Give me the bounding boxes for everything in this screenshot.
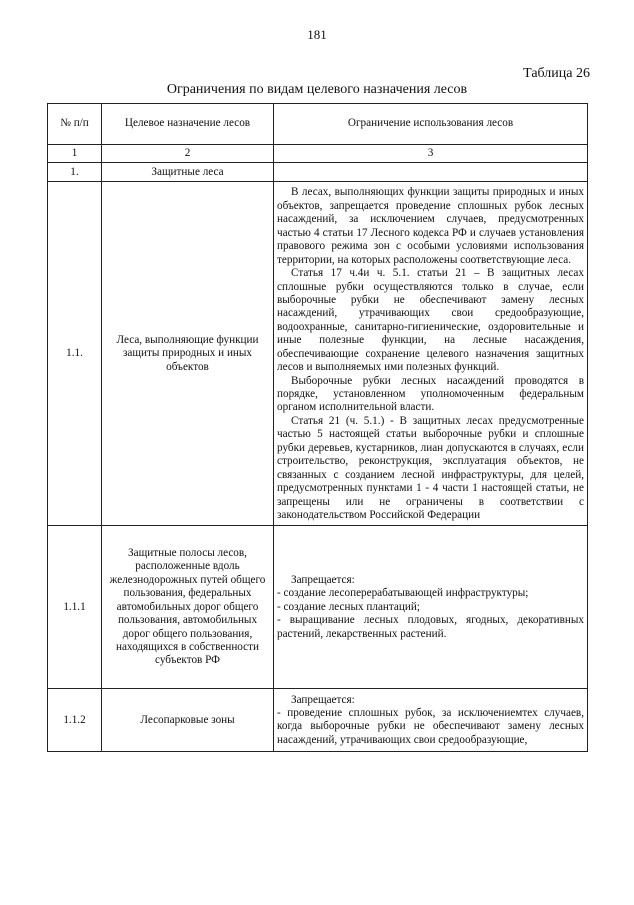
restriction-paragraph: Статья 21 (ч. 5.1.) - В защитных лесах предусмотренные частью 5 настоящей статьи выборочные рубки и сплошные рубки деревьев, кустарников, лиан допускаются в случаях, если строительство, реконструкция, эксплуатация объектов, не связанных с созданием лесной инфраструктуры, для целей, предусмотренных пунктами 1 - 4 части 1 настоящей статьи, не запрещены или не ограничены в соответствии с законодательством Российской Федерации [277, 414, 584, 521]
row-restriction [274, 526, 588, 689]
restriction-paragraph: Выборочные рубки лесных насаждений проводятся в порядке, установленном уполномоченным федеральным органом исполнительной власти. [277, 374, 584, 414]
section-empty-cell [274, 163, 588, 182]
row-number: 1.1.1 [48, 526, 102, 689]
row-purpose: Лесопарковые зоны [102, 689, 274, 752]
table-row [48, 526, 588, 689]
column-number-row [48, 145, 588, 163]
column-number: 1 [48, 145, 102, 163]
section-row [48, 163, 588, 182]
column-number: 3 [274, 145, 588, 163]
restrictions-table [47, 103, 588, 752]
row-restriction [274, 689, 588, 752]
restriction-paragraph: В лесах, выполняющих функции защиты природных и иных объектов, запрещается проведение сплошных рубок лесных насаждений, за исключением случаев, предусмотренных частью 4 статьи 17 Лесного кодекса РФ и случаев установления правового режима зон с особыми условиями использования территории, на которых расположены соответствующие леса. [277, 186, 584, 266]
header-number: № п/п [48, 104, 102, 145]
page-number: 181 [307, 27, 327, 42]
header-purpose: Целевое назначение лесов [102, 104, 274, 145]
restriction-line: Запрещается: [291, 693, 355, 706]
restriction-line: - создание лесных плантаций; [277, 600, 420, 613]
restriction-line: - проведение сплошных рубок, за исключениемтех случаев, когда выборочные рубки не обеспечивают замену лесных насаждений, утрачивающих свои средообразующие, [277, 706, 584, 746]
restriction-line: Запрещается: [291, 573, 355, 586]
table-label: Таблица 26 [523, 66, 590, 81]
table-row [48, 182, 588, 526]
row-number: 1.1.2 [48, 689, 102, 752]
row-purpose: Защитные полосы лесов, расположенные вдоль железнодорожных путей общего пользования, федеральных автомобильных дорог общего пользования, автомобильных дорог общего пользования, находящихся в собственности субъектов РФ [102, 526, 274, 689]
restriction-line: - выращивание лесных плодовых, ягодных, декоративных растений, лекарственных растений. [277, 614, 584, 640]
row-number: 1.1. [48, 182, 102, 526]
header-restriction: Ограничение использования лесов [274, 104, 588, 145]
row-purpose: Леса, выполняющие функции защиты природных и иных объектов [102, 182, 274, 526]
header-row [48, 104, 588, 145]
section-title: Защитные леса [102, 163, 274, 182]
row-restriction [274, 182, 588, 526]
restriction-line: - создание лесоперерабатывающей инфраструктуры; [277, 587, 529, 600]
restriction-paragraph: Статья 17 ч.4и ч. 5.1. статьи 21 – В защитных лесах сплошные рубки осуществляются только в случае, если выборочные рубки не обеспечивают замену лесных насаждений, утрачивающих свои средообразующие, водоохранные, санитарно-гигиенические, оздоровительные и иные полезные функции, на лесные насаждения, обеспечивающие сохранение целевого назначения защитных лесов и выполняемых ими полезных функций. [277, 267, 584, 374]
section-number: 1. [48, 163, 102, 182]
column-number: 2 [102, 145, 274, 163]
table-row [48, 689, 588, 752]
table-title: Ограничения по видам целевого назначения лесов [166, 82, 468, 97]
